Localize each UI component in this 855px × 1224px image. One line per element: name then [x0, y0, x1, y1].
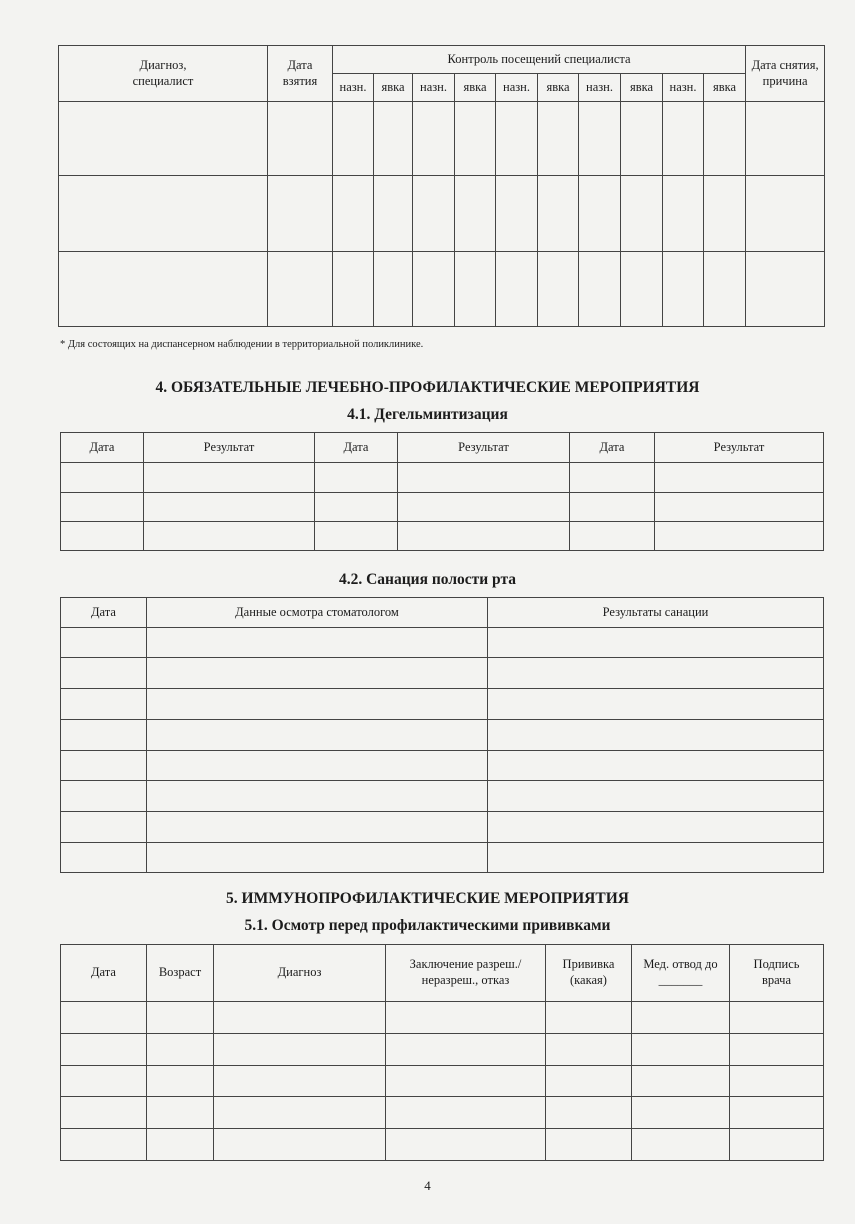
header-diagnosis: Диагноз	[214, 945, 386, 1002]
header-date: Дата	[61, 598, 147, 628]
specialist-visits-table	[58, 45, 825, 327]
table-row	[59, 176, 825, 252]
header-date: Дата	[61, 945, 147, 1002]
visit-col: назн.	[496, 74, 538, 102]
table-row	[61, 689, 824, 720]
table-row	[61, 1066, 824, 1097]
deworming-table	[60, 432, 824, 551]
header-doctor-signature: Подпись врача	[730, 945, 824, 1002]
table-row	[61, 493, 824, 522]
table-row	[61, 658, 824, 689]
visit-col: назн.	[413, 74, 455, 102]
header-sanitation-results: Результаты санации	[488, 598, 824, 628]
table-row	[61, 720, 824, 751]
header-diagnosis: Диагноз, специалист	[59, 46, 268, 102]
table-row	[61, 463, 824, 493]
table-row	[61, 1129, 824, 1161]
section41-title: 4.1. Дегельминтизация	[347, 406, 508, 423]
table-row	[61, 522, 824, 551]
header-result: Результат	[398, 433, 570, 463]
table-row	[59, 102, 825, 176]
header-result: Результат	[655, 433, 824, 463]
table-row	[61, 628, 824, 658]
table-row	[61, 1034, 824, 1066]
table-row	[61, 812, 824, 843]
visit-col: явка	[621, 74, 663, 102]
header-med-exemption: Мед. отвод до _______	[632, 945, 730, 1002]
header-visits: Контроль посещений специалиста	[333, 46, 746, 74]
section4-title: 4. ОБЯЗАТЕЛЬНЫЕ ЛЕЧЕБНО-ПРОФИЛАКТИЧЕСКИЕ МЕРОПРИЯТИЯ	[155, 379, 700, 396]
footnote: * Для состоящих на диспансерном наблюдении в территориальной поликлинике.	[60, 339, 424, 350]
header-date-taken: Дата взятия	[268, 46, 333, 102]
visit-col: явка	[374, 74, 413, 102]
visit-col: назн.	[579, 74, 621, 102]
section42-title: 4.2. Санация полости рта	[338, 571, 517, 588]
header-conclusion: Заключение разреш./неразреш., отказ	[386, 945, 546, 1002]
section5-title: 5. ИММУНОПРОФИЛАКТИЧЕСКИЕ МЕРОПРИЯТИЯ	[226, 890, 629, 907]
header-date: Дата	[61, 433, 144, 463]
header-date: Дата	[315, 433, 398, 463]
table-row	[61, 781, 824, 812]
header-dentist-data: Данные осмотра стоматологом	[147, 598, 488, 628]
table-row	[61, 843, 824, 873]
visit-col: назн.	[333, 74, 374, 102]
header-result: Результат	[144, 433, 315, 463]
header-vaccine: Прививка (какая)	[546, 945, 632, 1002]
pre-vaccination-table	[60, 944, 824, 1161]
header-date: Дата	[570, 433, 655, 463]
section51-title: 5.1. Осмотр перед профилактическими прививками	[244, 917, 611, 934]
table-row	[61, 1097, 824, 1129]
header-removal: Дата снятия, причина	[746, 46, 825, 102]
visit-col: явка	[538, 74, 579, 102]
table-row	[61, 1002, 824, 1034]
page-number: 4	[424, 1178, 431, 1193]
header-age: Возраст	[147, 945, 214, 1002]
visit-col: явка	[455, 74, 496, 102]
table-row	[61, 751, 824, 781]
oral-sanitation-table	[60, 597, 824, 873]
visit-col: явка	[704, 74, 746, 102]
table-row	[59, 252, 825, 327]
visit-col: назн.	[663, 74, 704, 102]
